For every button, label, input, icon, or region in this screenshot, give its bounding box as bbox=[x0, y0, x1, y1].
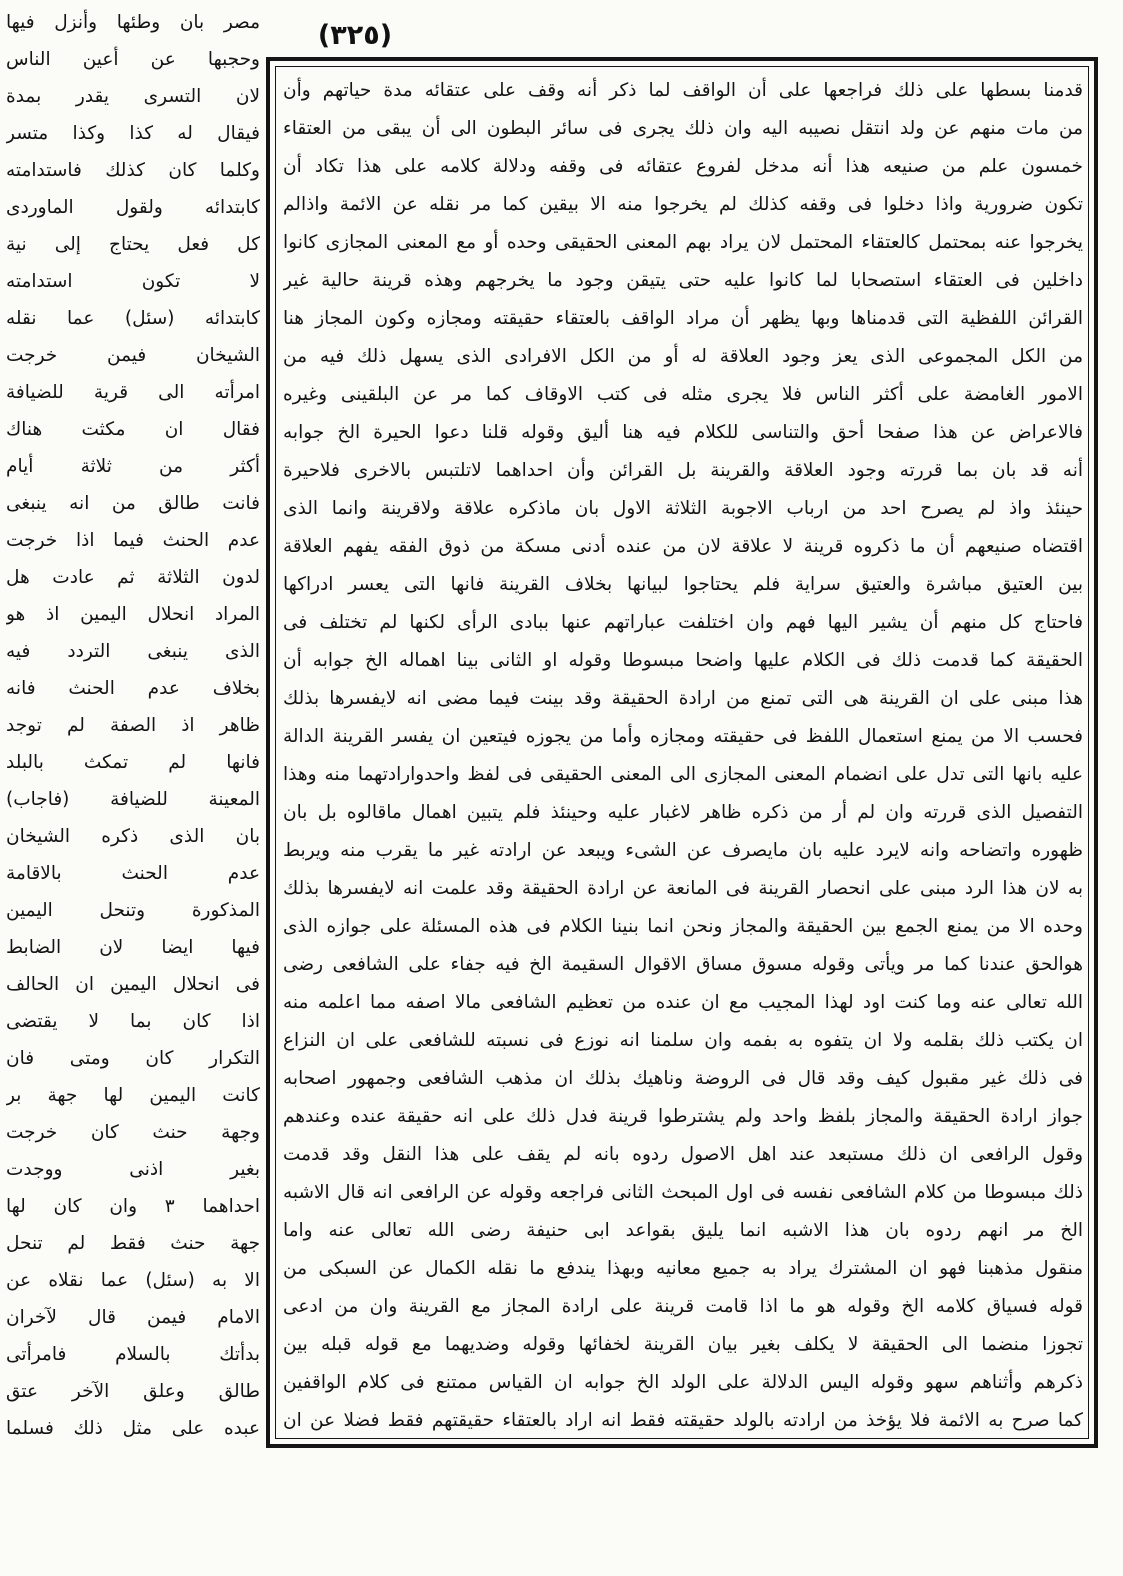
margin-text-line: الامام فيمن قال لآخران bbox=[6, 1307, 260, 1328]
main-text-line: ذلك مبسوطا من كلام الشافعى نفسه فى اول المبحث الثانى فراجعه وقوله عن الرافعى انه قال الاشبه bbox=[283, 1182, 1083, 1203]
margin-text-line: عدم الحنث بالاقامة bbox=[6, 863, 260, 884]
margin-text-line: فانت طالق من انه ينبغى bbox=[6, 493, 260, 514]
margin-text-line: كل فعل يحتاج إلى نية bbox=[6, 234, 260, 255]
main-text-line: قدمنا بسطها على ذلك فراجعها على أن الواقف لما ذكر أنه وقف على عتقائه مدة حياتهم وأن bbox=[283, 80, 1083, 101]
margin-text-line: طالق وعلق الآخر عتق bbox=[6, 1381, 260, 1402]
main-text-line: وحده الا من يمنع الجمع بين الحقيقة والمجاز ونحن انما بنينا الكلام فى هذه المسئلة على جوازه الذى bbox=[283, 916, 1083, 937]
main-text-line: داخلين فى العتقاء استصحابا لما كانوا عليه حتى يتيقن وجود ما يخرجهم وهذه قرينة حالية غير bbox=[283, 270, 1083, 291]
main-text-line: هذا مبنى على ان القرينة هى التى تمنع من ارادة الحقيقة وقد بينت فيما مضى انه لايفسرها بذلك bbox=[283, 688, 1083, 709]
main-text-line: الله تعالى عنه وما كنت اود لهذا المجيب مع ان عنده من تعظيم الشافعى مالا اصفه مما اعلمه منه bbox=[283, 992, 1083, 1013]
main-text-line: الامور الغامضة على أكثر الناس فلا يجرى مثله فى كتب الاوقاف كما مر عن البلقينى وغيره bbox=[283, 384, 1083, 405]
margin-text-line: وجهة حنث كان خرجت bbox=[6, 1122, 260, 1143]
margin-text-line: فانها لم تمكث بالبلد bbox=[6, 752, 260, 773]
main-text-line: فالاعراض عن هذا صفحا أحق والتناسى للكلام فيه هنا أليق وقوله قلنا دعوا الحيرة الخ جوابه bbox=[283, 422, 1083, 443]
margin-text-line: المعينة للضيافة (فاجاب) bbox=[6, 789, 260, 810]
main-text-line: ان يكتب ذلك بقلمه ولا ان يتفوه به بفمه وان سلمنا انه نوزع فى نسبته للشافعى على ان النزاع bbox=[283, 1030, 1083, 1051]
margin-text-line: فقال ان مكثت هناك bbox=[6, 419, 260, 440]
main-text-line: وقول الرافعى ان ذلك مستبعد عند اهل الاصول ردوه بانه لم يقف على هذا النقل وقد قدمت bbox=[283, 1144, 1083, 1165]
margin-text-line: الا به (سئل) عما نقلاه عن bbox=[6, 1270, 260, 1291]
main-text-line: منقول مذهبنا فهو ان المشترك يراد به جميع معانيه وبهذا يندفع ما نقله الكمال عن السبكى من bbox=[283, 1258, 1083, 1279]
main-text-line: القرائن اللفظية التى قدمناها وبها يظهر أن مراد الواقف بالعتقاء حقيقته ومجازه وكون المجاز هنا bbox=[283, 308, 1083, 329]
margin-text-line: بان الذى ذكره الشيخان bbox=[6, 826, 260, 847]
page-number: (٣٢٥) bbox=[317, 20, 393, 51]
margin-text-line: لان التسرى يقدر بمدة bbox=[6, 86, 260, 107]
main-text-column bbox=[283, 72, 1083, 1440]
main-text-line: جواز ارادة الحقيقة والمجاز بلفظ واحد ولم يشترطوا قرينة فدل ذلك على انه حقيقة عنده وعندهم bbox=[283, 1106, 1083, 1127]
main-text-line: الحقيقة كما قدمت ذلك فى الكلام عليها واضحا مبسوطا وقوله او الثانى بينا اهماله الخ جوابه أن bbox=[283, 650, 1083, 671]
main-text-line: ظهوره واتضاحه وانه لايرد عليه بان مايصرف عن الشىء ويبعد عن ارادته غير ما يقرب منه ويربط bbox=[283, 840, 1083, 861]
margin-text-line: ظاهر اذ الصفة لم توجد bbox=[6, 715, 260, 736]
main-text-line: فاحتاج كل منهم أن يشير اليها فهم وان اختلفت عباراتهم عنها ببادى الرأى لكنها لم تختلف فى bbox=[283, 612, 1083, 633]
main-text-line: ذكرهم وأثناهم سهو وقوله اليس الدلالة على الولد الخ جوابه ان القياس ممتنع فى كلام الواقفين bbox=[283, 1372, 1083, 1393]
margin-text-line: عبده على مثل ذلك فسلما bbox=[6, 1418, 260, 1439]
margin-text-line: احداهما ٣ وان كان لها bbox=[6, 1196, 260, 1217]
main-text-line: قوله فسياق كلامه الخ وقوله هو ما اذا قامت قرينة على ارادة المجاز مع القرينة وان من ادعى bbox=[283, 1296, 1083, 1317]
main-text-line: تكون ضرورية واذا دخلوا فى وقفه كذلك لم يخرجوا منه الا بيقين كما مر نقله عن الائمة واذالم bbox=[283, 194, 1083, 215]
main-text-line: من مات منهم عن ولد انتقل نصيبه اليه وان ذلك يجرى فى سائر البطون الى أن يبقى من العتقاء bbox=[283, 118, 1083, 139]
margin-text-line: فيقال له كذا وكذا متسر bbox=[6, 123, 260, 144]
main-text-line: اقتضاه صنيعهم أن ما ذكروه قرينة لا علاقة لان من عنده أدنى مسكة من ذوق الفقه يفهم العلاقة bbox=[283, 536, 1083, 557]
margin-text-line: المذكورة وتنحل اليمين bbox=[6, 900, 260, 921]
margin-text-line: بخلاف عدم الحنث فانه bbox=[6, 678, 260, 699]
margin-text-line: المراد انحلال اليمين اذ هو bbox=[6, 604, 260, 625]
main-text-line: حينئذ واذ لم يصرح احد من ارباب الاجوبة الثلاثة الاول بان ماذكره علاقة ولاقرينة وانما الذى bbox=[283, 498, 1083, 519]
margin-text-line: مصر بان وطئها وأنزل فيها bbox=[6, 12, 260, 33]
margin-text-line: كابتدائه (سئل) عما نقله bbox=[6, 308, 260, 329]
main-text-line: خمسون علم من صنيعه هذا أنه مدخل لفروع عتقائه فى وقفه ودلالة كلامه على هذا تكاد أن bbox=[283, 156, 1083, 177]
margin-text-column bbox=[6, 4, 260, 1447]
main-text-line: بين العتيق مباشرة والعتيق سراية فلم يحتاجوا لبيانها بخلاف القرينة فانها التى يعسر ادراكها bbox=[283, 574, 1083, 595]
main-text-line: به لان هذا الرد مبنى على انحصار القرينة فى المانعة عن ارادة الحقيقة وقد علمت انه لايفسرها بذلك bbox=[283, 878, 1083, 899]
margin-text-line: بغير اذنى ووجدت bbox=[6, 1159, 260, 1180]
main-text-line: يخرجوا عنه بمحتمل كالعتقاء المحتمل لان يراد بهم المعنى الحقيقى وحده أو مع المعنى المجازى كانوا bbox=[283, 232, 1083, 253]
main-text-line: أنه قد بان بما قررته وجود العلاقة والقرينة بل القرائن وأن احداهما لاتلتبس بالاخرى فلاحيرة bbox=[283, 460, 1083, 481]
main-text-line: كما صرح به الائمة فلا يؤخذ من ارادته بالولد حقيقته فقط انه اراد بالعتقاء حقيقتهم فقط فضلا عن ان bbox=[283, 1410, 1083, 1431]
main-text-line: عليه بانها التى تدل على انضمام المعنى المجازى الى المعنى الحقيقى فى لفظ واحدوارادتهما منه وهذا bbox=[283, 764, 1083, 785]
margin-text-line: كابتدائه ولقول الماوردى bbox=[6, 197, 260, 218]
margin-text-line: عدم الحنث فيما اذا خرجت bbox=[6, 530, 260, 551]
margin-text-line: وحجبها عن أعين الناس bbox=[6, 49, 260, 70]
main-text-line: الخ مر انهم ردوه بان هذا الاشبه انما يليق بقواعد ابى حنيفة رضى الله تعالى عنه واما bbox=[283, 1220, 1083, 1241]
margin-text-line: امرأته الى قرية للضيافة bbox=[6, 382, 260, 403]
main-text-line: هوالحق عندنا كما مر ويأتى وقوله مسوق مساق الاقوال السقيمة الخ فيه جفاء على الشافعى رضى bbox=[283, 954, 1083, 975]
margin-text-line: كانت اليمين لها جهة بر bbox=[6, 1085, 260, 1106]
margin-text-line: فيها ايضا لان الضابط bbox=[6, 937, 260, 958]
margin-text-line: الشيخان فيمن خرجت bbox=[6, 345, 260, 366]
main-text-line: تجوزا منضما الى الحقيقة لا يكلف بغير بيان القرينة لخفائها وقوله وضديهما مع قوله قبله بين bbox=[283, 1334, 1083, 1355]
margin-text-line: جهة حنث فقط لم تنحل bbox=[6, 1233, 260, 1254]
main-text-line: فى ذلك غير مقبول كيف وقد قال فى الروضة وناهيك بذلك ان مذهب الشافعى وجمهور اصحابه bbox=[283, 1068, 1083, 1089]
margin-text-line: لا تكون استدامته bbox=[6, 271, 260, 292]
margin-text-line: بدأتك بالسلام فامرأتى bbox=[6, 1344, 260, 1365]
margin-text-line: وكلما كان كذلك فاستدامته bbox=[6, 160, 260, 181]
margin-text-line: اذا كان بما لا يقتضى bbox=[6, 1011, 260, 1032]
margin-text-line: لدون الثلاثة ثم عادت هل bbox=[6, 567, 260, 588]
main-text-line: التفصيل الذى قررته وان لم أر من ذكره ظاهر لاغبار عليه وحينئذ فلم يتبين اهمال ماقالوه بل بان bbox=[283, 802, 1083, 823]
main-text-line: من الكل المجموعى الذى يعز وجود العلاقة له أو من الكل الافرادى الذى يسهل ذلك فيه من bbox=[283, 346, 1083, 367]
margin-text-line: فى انحلال اليمين ان الحالف bbox=[6, 974, 260, 995]
margin-text-line: أكثر من ثلاثة أيام bbox=[6, 456, 260, 477]
main-text-line: فحسب الا من يمنع استعمال اللفظ فى حقيقته ومجازه وأما من يجوزه فيتعين ان يفسر القرينة الدالة bbox=[283, 726, 1083, 747]
margin-text-line: التكرار كان ومتى فان bbox=[6, 1048, 260, 1069]
margin-text-line: الذى ينبغى التردد فيه bbox=[6, 641, 260, 662]
